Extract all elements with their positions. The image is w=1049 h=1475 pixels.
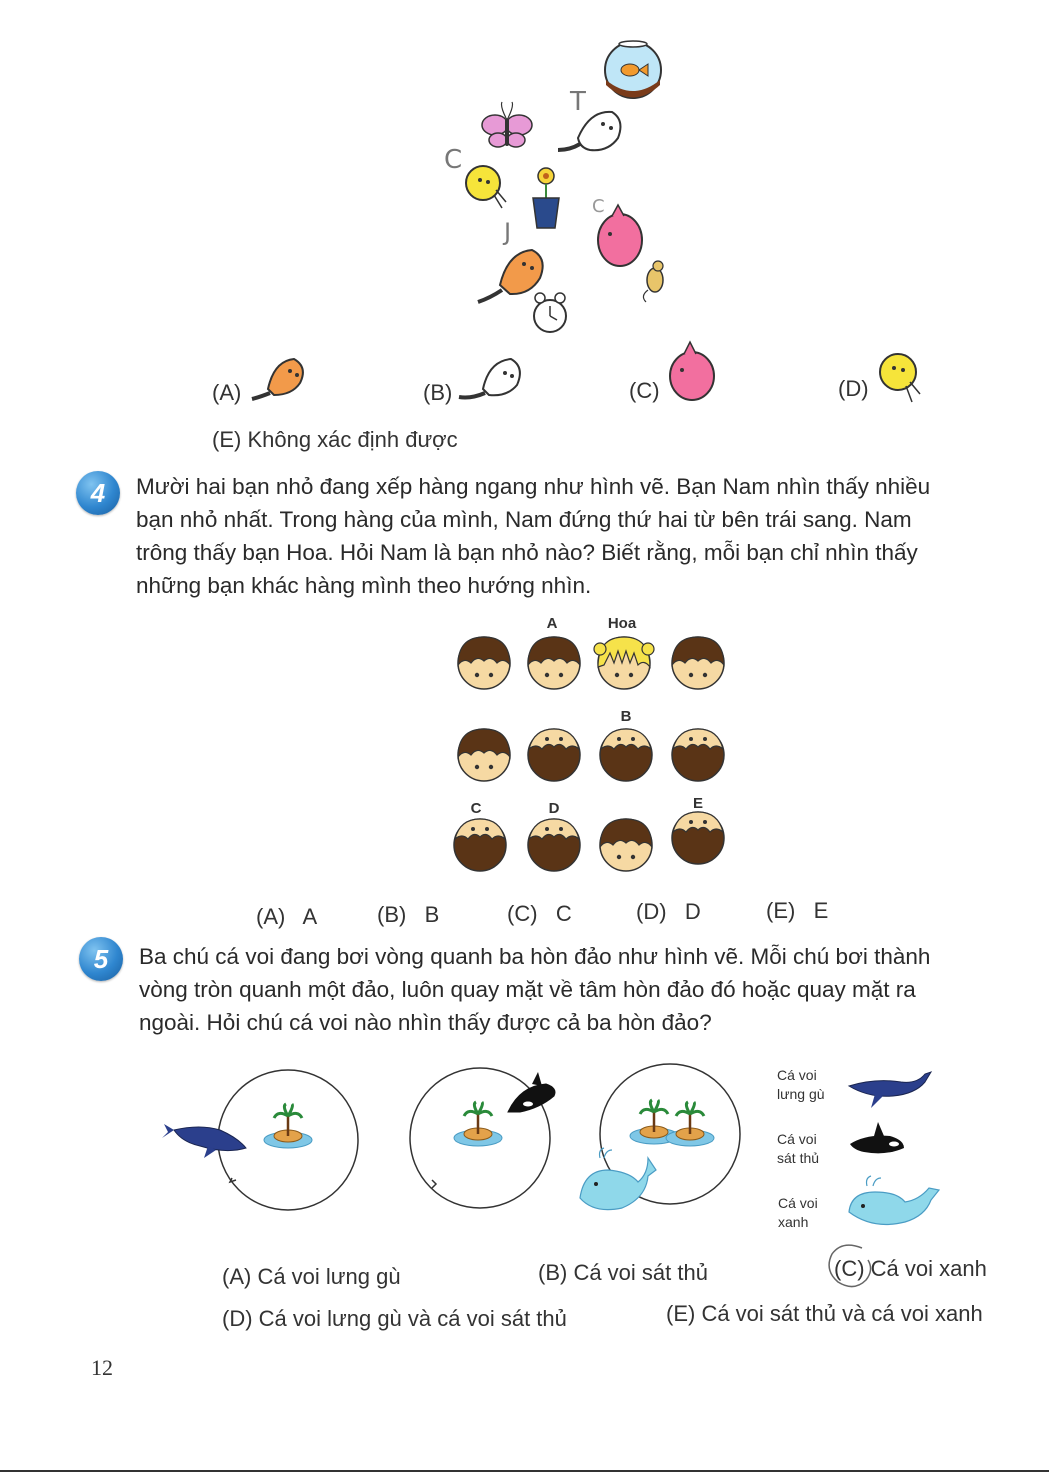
legend-blue bbox=[778, 1194, 818, 1232]
pink-cat-icon bbox=[598, 205, 642, 266]
q5-option-d[interactable] bbox=[222, 1306, 567, 1332]
pink-cat-option-icon bbox=[664, 338, 720, 402]
scene-letter-t: T bbox=[570, 87, 586, 117]
q4-kids-grid bbox=[440, 608, 750, 878]
q4-option-a[interactable] bbox=[256, 904, 317, 930]
option-value: E bbox=[813, 898, 829, 923]
option-label: (A) bbox=[212, 380, 242, 405]
q5-option-b[interactable] bbox=[538, 1260, 708, 1286]
option-label: (A) Cá voi lưng gù bbox=[222, 1264, 401, 1289]
q4-option-c[interactable] bbox=[507, 901, 572, 927]
fishbowl-icon bbox=[605, 41, 661, 98]
orca-legend-icon bbox=[846, 1120, 908, 1160]
humpback-whale-icon bbox=[162, 1124, 246, 1158]
kid-a bbox=[528, 637, 580, 689]
mouse-icon bbox=[643, 261, 663, 302]
label-c: C bbox=[470, 800, 482, 817]
legend-line-1: Cá voi bbox=[778, 1195, 818, 1211]
q3-option-b[interactable] bbox=[423, 380, 452, 406]
option-label: (B) Cá voi sát thủ bbox=[538, 1260, 708, 1285]
option-label: (B) bbox=[423, 380, 453, 405]
q5-islands-diagram bbox=[160, 1058, 780, 1228]
humpback-legend-icon bbox=[845, 1064, 935, 1112]
q4-option-e[interactable] bbox=[766, 898, 828, 924]
legend-line-2: sát thủ bbox=[777, 1150, 820, 1166]
q4-line-3: trông thấy bạn Hoa. Hỏi Nam là bạn nhỏ nào? Biết rằng, mỗi bạn chỉ nhìn thấy bbox=[136, 540, 918, 565]
flowerpot-icon bbox=[533, 168, 559, 228]
label-hoa: Hoa bbox=[607, 615, 637, 632]
q5-line-2: vòng tròn quanh một đảo, luôn quay mặt về tâm hòn đảo đó hoặc quay mặt ra bbox=[139, 977, 916, 1002]
option-value: D bbox=[684, 899, 701, 924]
q4-option-b[interactable] bbox=[377, 902, 439, 928]
question-5-text bbox=[139, 940, 999, 1039]
island-icon bbox=[454, 1102, 502, 1146]
q4-line-2: bạn nhỏ nhất. Trong hàng của mình, Nam đứng thứ hai từ bên trái sang. Nam bbox=[136, 507, 912, 532]
kid-face-front bbox=[672, 637, 724, 689]
option-key: (C) bbox=[507, 901, 538, 926]
yellow-bird-option-icon bbox=[874, 348, 926, 404]
kid-hoa bbox=[594, 637, 654, 689]
island-icon bbox=[666, 1102, 714, 1146]
kid-d bbox=[528, 819, 580, 871]
kid-c bbox=[454, 819, 506, 871]
option-label: (D) bbox=[838, 376, 869, 401]
option-key: (A) bbox=[256, 904, 286, 929]
label-e: E bbox=[692, 795, 704, 812]
white-cat-option-icon bbox=[455, 345, 527, 403]
blue-whale-icon bbox=[580, 1148, 656, 1210]
island-icon bbox=[264, 1104, 312, 1148]
orange-cat-icon bbox=[478, 250, 543, 302]
kid-face-back bbox=[672, 729, 724, 781]
option-label: (C) bbox=[629, 378, 660, 403]
option-label: (E) Cá voi sát thủ và cá voi xanh bbox=[666, 1301, 983, 1326]
q3-scene-illustration bbox=[420, 40, 700, 340]
question-5-badge bbox=[79, 937, 123, 981]
option-key: (B) bbox=[377, 902, 407, 927]
option-value: B bbox=[424, 902, 440, 927]
legend-line-2: lưng gù bbox=[777, 1086, 825, 1102]
option-value: A bbox=[302, 904, 318, 929]
label-a: A bbox=[546, 615, 558, 632]
legend-orca bbox=[777, 1130, 819, 1168]
option-key: (E) bbox=[766, 898, 796, 923]
kid-face-front bbox=[458, 637, 510, 689]
legend-line-1: Cá voi bbox=[777, 1067, 817, 1083]
legend-line-1: Cá voi bbox=[777, 1131, 817, 1147]
answer-circle-mark bbox=[822, 1240, 882, 1292]
q5-option-e[interactable] bbox=[666, 1301, 983, 1327]
option-label: (D) Cá voi lưng gù và cá voi sát thủ bbox=[222, 1306, 567, 1331]
option-key: (D) bbox=[636, 899, 667, 924]
q5-option-a[interactable] bbox=[222, 1264, 401, 1290]
kid-face-front bbox=[458, 729, 510, 781]
q5-line-1: Ba chú cá voi đang bơi vòng quanh ba hòn đảo như hình vẽ. Mỗi chú bơi thành bbox=[139, 944, 931, 969]
orange-cat-option-icon bbox=[250, 345, 312, 403]
legend-humpback bbox=[777, 1066, 825, 1104]
q3-option-a[interactable] bbox=[212, 380, 241, 406]
q5-line-3: ngoài. Hỏi chú cá voi nào nhìn thấy được cả ba hòn đảo? bbox=[139, 1010, 712, 1035]
question-4-badge bbox=[76, 471, 120, 515]
butterfly-icon bbox=[482, 102, 532, 147]
question-number: 5 bbox=[93, 944, 109, 974]
white-cat-icon bbox=[558, 112, 620, 150]
alarm-clock-icon bbox=[534, 293, 566, 332]
label-b: B bbox=[620, 708, 632, 725]
scene-letter-c2: C bbox=[592, 196, 605, 217]
option-value: C bbox=[555, 901, 572, 926]
scene-letter-c1: C bbox=[444, 145, 463, 175]
q4-line-1: Mười hai bạn nhỏ đang xếp hàng ngang như hình vẽ. Bạn Nam nhìn thấy nhiều bbox=[136, 474, 931, 499]
q4-line-4: những bạn khác hàng mình theo hướng nhìn. bbox=[136, 573, 592, 598]
kid-b bbox=[600, 729, 652, 781]
kid-face-front bbox=[600, 819, 652, 871]
q3-option-c[interactable] bbox=[629, 378, 660, 404]
kid-e bbox=[672, 812, 724, 864]
legend-line-2: xanh bbox=[778, 1214, 809, 1230]
question-number: 4 bbox=[90, 478, 106, 508]
blue-whale-legend-icon bbox=[845, 1172, 945, 1232]
question-4-text bbox=[136, 470, 996, 602]
kid-face-back bbox=[528, 729, 580, 781]
q3-option-d[interactable] bbox=[838, 376, 869, 402]
q4-option-d[interactable] bbox=[636, 899, 701, 925]
bottom-border bbox=[0, 1470, 1049, 1472]
q3-option-e[interactable] bbox=[212, 427, 458, 453]
option-label: (E) Không xác định được bbox=[212, 427, 458, 452]
page-number: 12 bbox=[91, 1355, 113, 1380]
scene-letter-j: J bbox=[504, 218, 512, 246]
yellow-bird-icon bbox=[466, 166, 506, 208]
option-label: (C) Cá voi xanh bbox=[834, 1256, 987, 1281]
label-d: D bbox=[548, 800, 560, 817]
